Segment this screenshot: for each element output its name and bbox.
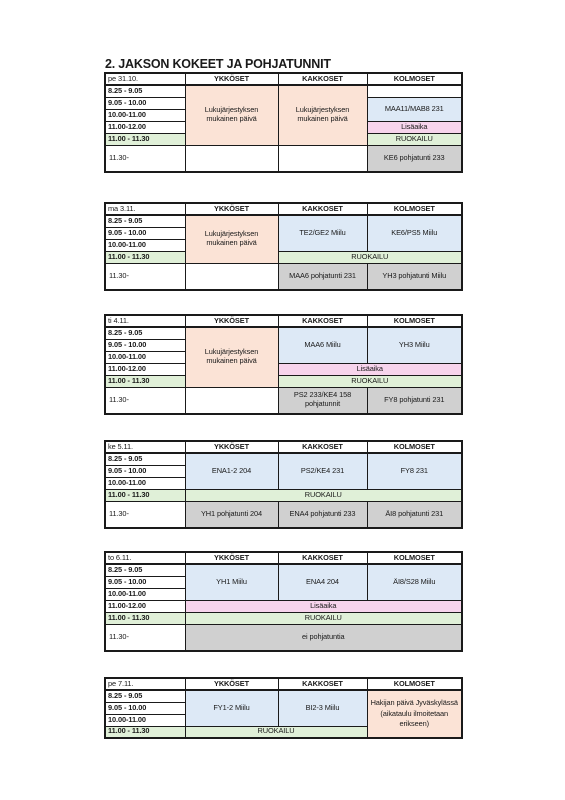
lisaaika-cell: Lisäaika xyxy=(278,363,462,375)
kakkoset-exam-cell: TE2/GE2 Miilu xyxy=(278,215,367,251)
ykkoset-exam-cell: ENA1-2 204 xyxy=(185,453,278,489)
schedule-table-ti-4-11 xyxy=(104,314,463,415)
lunch-time-slot: 11.00 - 11.30 xyxy=(105,133,185,145)
table-row xyxy=(105,85,462,97)
table-row xyxy=(105,387,462,414)
table-row xyxy=(105,690,462,702)
column-header-kolmoset: KOLMOSET xyxy=(367,552,462,564)
kakkoset-pohjatunti-cell: MAA6 pohjatunti 231 xyxy=(278,263,367,290)
time-slot: 11.30- xyxy=(105,263,185,290)
column-header-ykkoset: YKKÖSET xyxy=(185,315,278,327)
time-slot: 10.00-11.00 xyxy=(105,588,185,600)
table-row xyxy=(105,624,462,651)
ruokailu-cell: RUOKAILU xyxy=(185,726,367,738)
kolmoset-exam-cell: FY8 231 xyxy=(367,453,462,489)
ruokailu-cell: RUOKAILU xyxy=(367,133,462,145)
time-slot: 8.25 - 9.05 xyxy=(105,453,185,465)
schedule-table-pe-7-11 xyxy=(104,677,463,739)
ykkoset-exam-cell: FY1-2 Miilu xyxy=(185,690,278,726)
ykkoset-empty-cell xyxy=(185,263,278,290)
table-header-row xyxy=(105,678,462,690)
ykkoset-cell: Lukujärjestyksen mukainen päivä xyxy=(185,215,278,263)
time-slot: 9.05 - 10.00 xyxy=(105,97,185,109)
column-header-kakkoset: KAKKOSET xyxy=(278,441,367,453)
lunch-time-slot: 11.00 - 11.30 xyxy=(105,489,185,501)
day-label: pe 31.10. xyxy=(105,73,185,85)
time-slot: 9.05 - 10.00 xyxy=(105,576,185,588)
schedule-table-ma-3-11 xyxy=(104,202,463,291)
lunch-time-slot: 11.00 - 11.30 xyxy=(105,375,185,387)
kolmoset-note-cell: Hakijan päivä Jyväskylässä (aikataulu ilmoitetaan erikseen) xyxy=(367,690,462,738)
table-row xyxy=(105,145,462,172)
time-slot: 8.25 - 9.05 xyxy=(105,690,185,702)
time-slot: 9.05 - 10.00 xyxy=(105,702,185,714)
kolmoset-pohjatunti-cell: FY8 pohjatunti 231 xyxy=(367,387,462,414)
column-header-kakkoset: KAKKOSET xyxy=(278,203,367,215)
page-title: 2. JAKSON KOKEET JA POHJATUNNIT xyxy=(105,57,331,71)
day-label: ke 5.11. xyxy=(105,441,185,453)
ykkoset-empty-cell xyxy=(185,145,278,172)
table-row xyxy=(105,251,462,263)
time-slot: 8.25 - 9.05 xyxy=(105,215,185,227)
column-header-kolmoset: KOLMOSET xyxy=(367,315,462,327)
column-header-ykkoset: YKKÖSET xyxy=(185,678,278,690)
table-header-row xyxy=(105,552,462,564)
table-row xyxy=(105,564,462,576)
time-slot: 8.25 - 9.05 xyxy=(105,564,185,576)
kakkoset-exam-cell: BI2-3 Miilu xyxy=(278,690,367,726)
ykkoset-cell: Lukujärjestyksen mukainen päivä xyxy=(185,327,278,387)
time-slot: 9.05 - 10.00 xyxy=(105,465,185,477)
time-slot: 11.30- xyxy=(105,624,185,651)
column-header-ykkoset: YKKÖSET xyxy=(185,73,278,85)
column-header-kakkoset: KAKKOSET xyxy=(278,678,367,690)
time-slot: 9.05 - 10.00 xyxy=(105,227,185,239)
schedule-table-pe-31-10 xyxy=(104,72,463,173)
time-slot: 8.25 - 9.05 xyxy=(105,327,185,339)
ykkoset-cell: Lukujärjestyksen mukainen päivä xyxy=(185,85,278,145)
time-slot: 11.30- xyxy=(105,145,185,172)
column-header-ykkoset: YKKÖSET xyxy=(185,203,278,215)
column-header-kakkoset: KAKKOSET xyxy=(278,552,367,564)
lunch-time-slot: 11.00 - 11.30 xyxy=(105,726,185,738)
table-row xyxy=(105,600,462,612)
time-slot: 11.00-12.00 xyxy=(105,121,185,133)
ruokailu-cell: RUOKAILU xyxy=(278,251,462,263)
time-slot: 10.00-11.00 xyxy=(105,351,185,363)
lunch-time-slot: 11.00 - 11.30 xyxy=(105,251,185,263)
table-header-row xyxy=(105,73,462,85)
table-row xyxy=(105,363,462,375)
column-header-ykkoset: YKKÖSET xyxy=(185,552,278,564)
time-slot: 9.05 - 10.00 xyxy=(105,339,185,351)
kolmoset-pohjatunti-cell: ÄI8 pohjatunti 231 xyxy=(367,501,462,528)
table-row xyxy=(105,327,462,339)
kolmoset-exam-cell: ÄI8/S28 Miilu xyxy=(367,564,462,600)
day-label: pe 7.11. xyxy=(105,678,185,690)
column-header-kakkoset: KAKKOSET xyxy=(278,315,367,327)
kolmoset-empty-cell xyxy=(367,85,462,97)
day-label: ma 3.11. xyxy=(105,203,185,215)
table-row xyxy=(105,263,462,290)
kolmoset-exam-cell: KE6/PS5 Miilu xyxy=(367,215,462,251)
schedule-table-ke-5-11 xyxy=(104,440,463,529)
kakkoset-pohjatunti-cell: ENA4 pohjatunti 233 xyxy=(278,501,367,528)
table-header-row xyxy=(105,203,462,215)
table-row xyxy=(105,375,462,387)
ruokailu-cell: RUOKAILU xyxy=(278,375,462,387)
kakkoset-exam-cell: ENA4 204 xyxy=(278,564,367,600)
time-slot: 8.25 - 9.05 xyxy=(105,85,185,97)
time-slot: 10.00-11.00 xyxy=(105,477,185,489)
ruokailu-cell: RUOKAILU xyxy=(185,612,462,624)
column-header-kolmoset: KOLMOSET xyxy=(367,678,462,690)
table-header-row xyxy=(105,441,462,453)
column-header-kolmoset: KOLMOSET xyxy=(367,203,462,215)
ykkoset-empty-cell xyxy=(185,387,278,414)
ruokailu-cell: RUOKAILU xyxy=(185,489,462,501)
time-slot: 11.30- xyxy=(105,501,185,528)
kolmoset-exam-cell: MAA11/MAB8 231 xyxy=(367,97,462,121)
kakkoset-cell: Lukujärjestyksen mukainen päivä xyxy=(278,85,367,145)
time-slot: 11.30- xyxy=(105,387,185,414)
kolmoset-exam-cell: YH3 Miilu xyxy=(367,327,462,363)
day-label: to 6.11. xyxy=(105,552,185,564)
table-row xyxy=(105,453,462,465)
kakkoset-pohjatunti-cell: PS2 233/KE4 158 pohjatunnit xyxy=(278,387,367,414)
kolmoset-pohjatunti-cell: KE6 pohjatunti 233 xyxy=(367,145,462,172)
lisaaika-cell: Lisäaika xyxy=(367,121,462,133)
lisaaika-cell: Lisäaika xyxy=(185,600,462,612)
column-header-ykkoset: YKKÖSET xyxy=(185,441,278,453)
table-row xyxy=(105,612,462,624)
table-row xyxy=(105,501,462,528)
time-slot: 11.00-12.00 xyxy=(105,600,185,612)
ykkoset-pohjatunti-cell: YH1 pohjatunti 204 xyxy=(185,501,278,528)
kakkoset-empty-cell xyxy=(278,145,367,172)
table-row xyxy=(105,489,462,501)
column-header-kakkoset: KAKKOSET xyxy=(278,73,367,85)
time-slot: 11.00-12.00 xyxy=(105,363,185,375)
lunch-time-slot: 11.00 - 11.30 xyxy=(105,612,185,624)
column-header-kolmoset: KOLMOSET xyxy=(367,73,462,85)
time-slot: 10.00-11.00 xyxy=(105,714,185,726)
column-header-kolmoset: KOLMOSET xyxy=(367,441,462,453)
ykkoset-exam-cell: YH1 Miilu xyxy=(185,564,278,600)
time-slot: 10.00-11.00 xyxy=(105,239,185,251)
day-label: ti 4.11. xyxy=(105,315,185,327)
table-row xyxy=(105,215,462,227)
pohjatunti-cell: ei pohjatuntia xyxy=(185,624,462,651)
schedule-table-to-6-11 xyxy=(104,551,463,652)
table-header-row xyxy=(105,315,462,327)
time-slot: 10.00-11.00 xyxy=(105,109,185,121)
kakkoset-exam-cell: PS2/KE4 231 xyxy=(278,453,367,489)
kakkoset-exam-cell: MAA6 Miilu xyxy=(278,327,367,363)
kolmoset-pohjatunti-cell: YH3 pohjatunti Miilu xyxy=(367,263,462,290)
